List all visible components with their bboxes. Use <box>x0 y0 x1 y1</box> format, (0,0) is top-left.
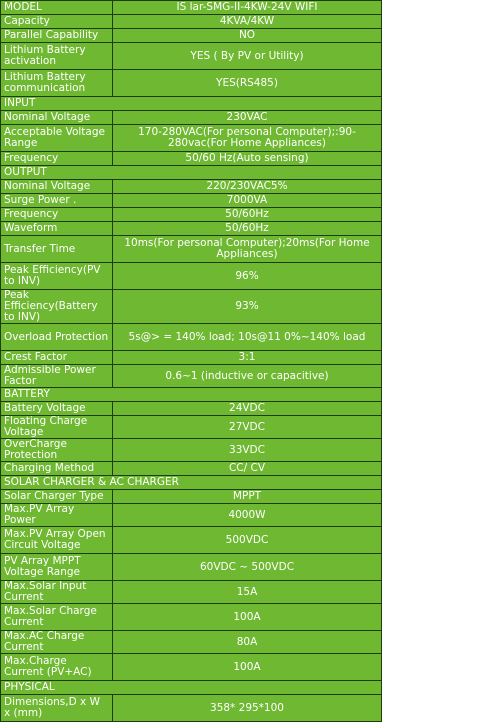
table-row <box>1 222 382 236</box>
spec-value: 50/60 Hz(Auto sensing) <box>113 152 382 166</box>
table-row <box>1 416 382 439</box>
spec-label: Nominal Voltage <box>1 111 113 125</box>
spec-value: 10ms(For personal Computer);20ms(For Home Appliances) <box>113 236 382 263</box>
table-row <box>1 1 382 15</box>
spec-label: Transfer Time <box>1 236 113 263</box>
spec-label: Max.PV Array Open Circuit Voltage <box>1 527 113 554</box>
spec-value: 27VDC <box>113 416 382 439</box>
table-row <box>1 462 382 476</box>
spec-value: 100A <box>113 654 382 681</box>
spec-label: Charging Method <box>1 462 113 476</box>
table-row <box>1 402 382 416</box>
table-row <box>1 654 382 681</box>
table-row <box>1 365 382 388</box>
section-title: PHYSICAL <box>1 681 382 695</box>
spec-label: Max.Solar Input Current <box>1 581 113 604</box>
spec-value: 80A <box>113 631 382 654</box>
spec-label: Frequency <box>1 208 113 222</box>
section-title: SOLAR CHARGER & AC CHARGER <box>1 476 382 490</box>
spec-value: 170-280VAC(For personal Computer);:90-280vac(For Home Appliances) <box>113 125 382 152</box>
spec-value: 50/60Hz <box>113 222 382 236</box>
spec-value: 33VDC <box>113 439 382 462</box>
spec-label: PV Array MPPT Voltage Range <box>1 554 113 581</box>
spec-label: Max.AC Charge Current <box>1 631 113 654</box>
table-row <box>1 15 382 29</box>
spec-label: Frequency <box>1 152 113 166</box>
table-row <box>1 554 382 581</box>
section-title: BATTERY <box>1 388 382 402</box>
spec-value: 4KVA/4KW <box>113 15 382 29</box>
table-row <box>1 351 382 365</box>
spec-value: 60VDC ~ 500VDC <box>113 554 382 581</box>
spec-label: OverCharge Protection <box>1 439 113 462</box>
table-row <box>1 263 382 290</box>
spec-value: 50/60Hz <box>113 208 382 222</box>
table-row <box>1 527 382 554</box>
spec-label: Floating Charge Voltage <box>1 416 113 439</box>
table-row <box>1 236 382 263</box>
section-header-battery <box>1 388 382 402</box>
table-row <box>1 324 382 351</box>
spec-label: Nominal Voltage <box>1 180 113 194</box>
spec-label: MODEL <box>1 1 113 15</box>
table-row <box>1 631 382 654</box>
spec-value: 7000VA <box>113 194 382 208</box>
spec-label: Dimensions,D x W x (mm) <box>1 695 113 722</box>
spec-value: 220/230VAC5% <box>113 180 382 194</box>
spec-label: Parallel Capability <box>1 29 113 43</box>
table-row <box>1 194 382 208</box>
table-row <box>1 180 382 194</box>
section-header-input <box>1 97 382 111</box>
spec-value: 93% <box>113 290 382 324</box>
section-title: OUTPUT <box>1 166 382 180</box>
spec-value: 4000W <box>113 504 382 527</box>
spec-value: 5s@> = 140% load; 10s@11 0%~140% load <box>113 324 382 351</box>
spec-value: YES(RS485) <box>113 70 382 97</box>
spec-label: Waveform <box>1 222 113 236</box>
table-row <box>1 439 382 462</box>
section-title: INPUT <box>1 97 382 111</box>
table-row <box>1 29 382 43</box>
spec-value: YES ( By PV or Utility) <box>113 43 382 70</box>
spec-label: Peak Efficiency(Battery to INV) <box>1 290 113 324</box>
section-header-solar <box>1 476 382 490</box>
table-row <box>1 208 382 222</box>
spec-label: Max.Charge Current (PV+AC) <box>1 654 113 681</box>
spec-value: 15A <box>113 581 382 604</box>
table-row <box>1 111 382 125</box>
table-row <box>1 581 382 604</box>
spec-label: Capacity <box>1 15 113 29</box>
spec-value: 500VDC <box>113 527 382 554</box>
spec-value: 3:1 <box>113 351 382 365</box>
spec-value: 358* 295*100 <box>113 695 382 722</box>
spec-label: Overload Protection <box>1 324 113 351</box>
spec-value: 230VAC <box>113 111 382 125</box>
table-row <box>1 70 382 97</box>
spec-label: Max.PV Array Power <box>1 504 113 527</box>
table-row <box>1 125 382 152</box>
spec-value: 100A <box>113 604 382 631</box>
table-row <box>1 604 382 631</box>
spec-value: MPPT <box>113 490 382 504</box>
spec-value: 96% <box>113 263 382 290</box>
table-row <box>1 152 382 166</box>
spec-value: IS lar-SMG-II-4KW-24V WIFI <box>113 1 382 15</box>
spec-label: Battery Voltage <box>1 402 113 416</box>
table-row <box>1 504 382 527</box>
section-header-physical <box>1 681 382 695</box>
table-row <box>1 43 382 70</box>
spec-value: 0.6~1 (inductive or capacitive) <box>113 365 382 388</box>
spec-label: Lithium Battery activation <box>1 43 113 70</box>
spec-value: 24VDC <box>113 402 382 416</box>
spec-label: Crest Factor <box>1 351 113 365</box>
spec-label: Admissible Power Factor <box>1 365 113 388</box>
spec-value: NO <box>113 29 382 43</box>
spec-label: Peak Efficiency(PV to INV) <box>1 263 113 290</box>
table-row <box>1 490 382 504</box>
spec-label: Lithium Battery communication <box>1 70 113 97</box>
spec-label: Max.Solar Charge Current <box>1 604 113 631</box>
spec-label: Surge Power . <box>1 194 113 208</box>
spec-value: CC/ CV <box>113 462 382 476</box>
spec-label: Solar Charger Type <box>1 490 113 504</box>
table-row <box>1 290 382 324</box>
section-header-output <box>1 166 382 180</box>
spec-label: Acceptable Voltage Range <box>1 125 113 152</box>
